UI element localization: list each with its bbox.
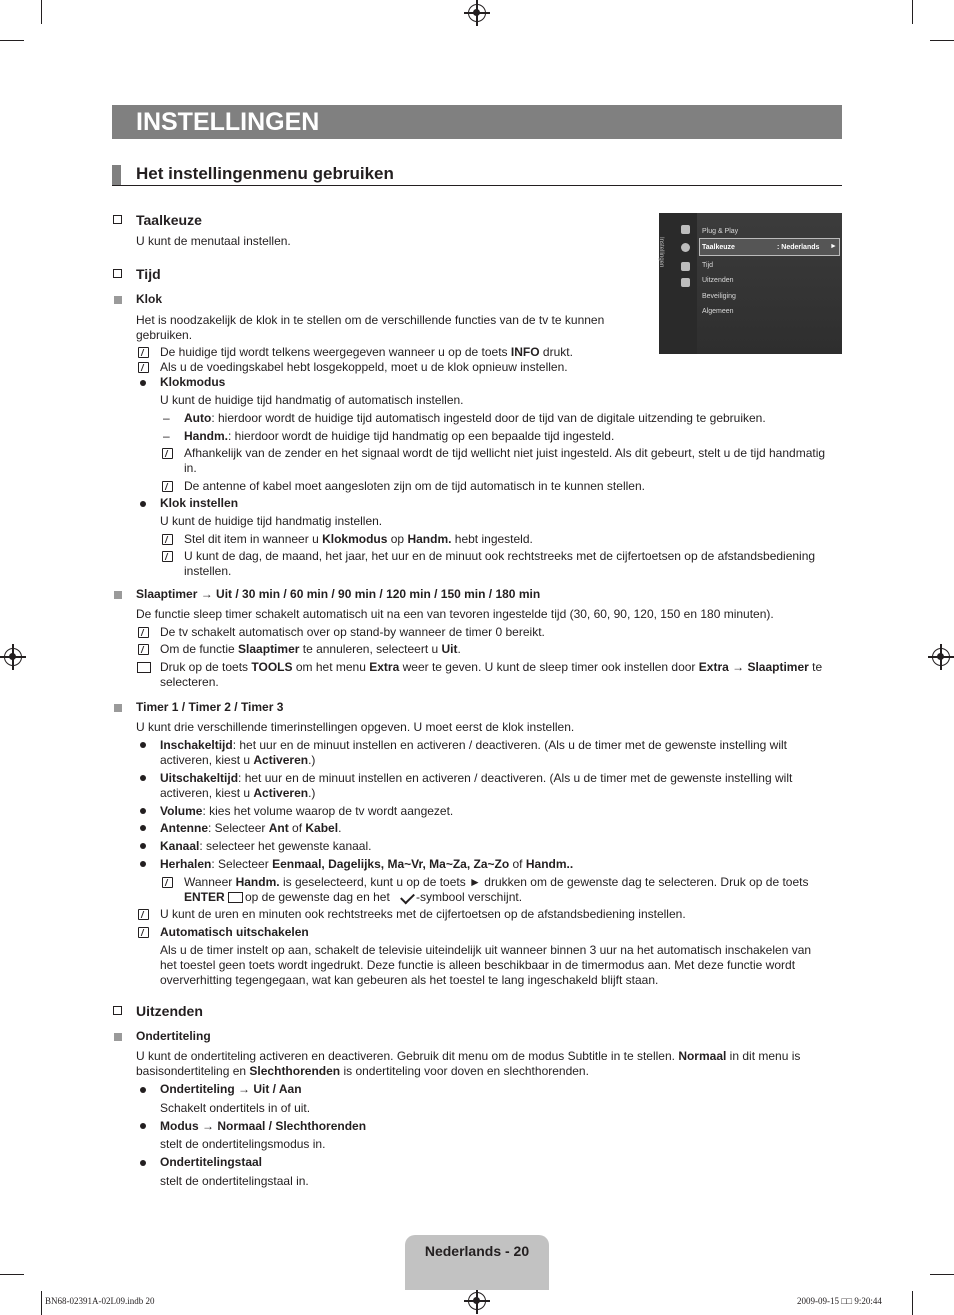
tools-icon [137, 662, 151, 673]
square-bullet-icon [114, 704, 122, 712]
text: Handm.: hierdoor wordt de huidige tijd handmatig op een bepaalde tijd ingesteld. [184, 429, 615, 443]
bullet-icon [140, 1087, 146, 1093]
crop-mark [41, 1291, 42, 1315]
registration-mark-icon [932, 648, 950, 666]
crop-mark [912, 1291, 913, 1315]
subheading-ondertiteling: Ondertiteling [136, 1029, 211, 1043]
subheading-auto-uit: Automatisch uitschakelen [160, 925, 309, 939]
picture-icon [681, 225, 690, 234]
menu-item-value: : Nederlands [777, 244, 820, 251]
check-icon [400, 890, 415, 905]
menu-item: Plug & Play [702, 228, 739, 235]
page-title: INSTELLINGEN [136, 108, 320, 136]
note-text: Afhankelijk van de zender en het signaal wordt de tijd wellicht niet juist ingesteld. Als dit gebeurt, stelt u de tijd handmatig in. [184, 446, 826, 475]
section-title: Het instellingenmenu gebruiken [136, 164, 394, 183]
note-icon [162, 448, 173, 459]
square-bullet-icon [114, 296, 122, 304]
square-bullet-icon [114, 1033, 122, 1041]
note-text: ENTER [184, 890, 225, 904]
crop-mark [930, 1274, 954, 1275]
text: Herhalen: Selecteer Eenmaal, Dagelijks, Ma~Vr, Ma~Za, Za~Zo of Handm.. [160, 857, 574, 871]
tools-text: Druk op de toets TOOLS om het menu Extra weer te geven. U kunt de sleep timer ook instellen door Extra → Slaaptimer te selecteren. [160, 660, 823, 689]
subheading: Ondertiteling → Uit / Aan [160, 1082, 302, 1096]
menu-item: Uitzenden [702, 277, 734, 284]
text: De functie sleep timer schakelt automatisch uit na een van tevoren ingestelde tijd (30, 60, 90, 120, 150 en 180 minuten). [136, 607, 774, 621]
bullet-icon [140, 1160, 146, 1166]
text: Auto: hierdoor wordt de huidige tijd automatisch ingesteld door de tijd van de digitale uitzending te gebruiken. [184, 411, 766, 425]
text: Inschakeltijd: het uur en de minuut instellen en activeren / deactiveren. (Als u de timer met de gewenste instelling wilt activeren, kiest u Activeren.) [160, 738, 787, 767]
checkbox-icon [113, 269, 122, 278]
note-icon [138, 362, 149, 373]
note-text: Om de functie Slaaptimer te annuleren, selecteert u Uit. [160, 642, 461, 656]
menu-item: Algemeen [702, 308, 734, 315]
menu-item: Taalkeuze [702, 244, 735, 251]
page-number: Nederlands - 20 [424, 1243, 530, 1259]
menu-side-label: Instellingen [658, 237, 664, 268]
dash-bullet: – [163, 411, 170, 425]
crop-mark [41, 0, 42, 24]
text: Uitschakeltijd: het uur en de minuut instellen en activeren / deactiveren. (Als u de timer met de gewenste instelling wilt activeren, kiest u Activeren.) [160, 771, 793, 800]
crop-mark [0, 40, 24, 41]
subheading-klok: Klok [136, 292, 163, 306]
section-marker [112, 165, 121, 185]
bullet-icon [140, 775, 146, 781]
text: Het is noodzakelijk de klok in te stellen om de verschillende functies van de tv te kunnen gebruiken. [136, 313, 605, 342]
text: U kunt de huidige tijd handmatig instellen. [160, 514, 383, 528]
help-icon [681, 278, 690, 287]
note-icon [138, 927, 149, 938]
note-icon [162, 877, 173, 888]
menu-sidebar [659, 213, 697, 354]
note-text: Wanneer Handm. is geselecteerd, kunt u op de toets ► drukken om de gewenste dag te selecteren. Druk op de toets [184, 875, 809, 889]
text: Schakelt ondertitels in of uit. [160, 1101, 311, 1115]
subheading-klokmodus: Klokmodus [160, 375, 226, 389]
text: Kanaal: selecteer het gewenste kanaal. [160, 839, 372, 853]
square-bullet-icon [114, 591, 122, 599]
section-divider [112, 185, 842, 186]
note-text: U kunt de uren en minuten ook rechtstreeks met de cijfertoetsen op de afstandsbediening instellen. [160, 907, 686, 921]
note-text: -symbool verschijnt. [416, 890, 523, 904]
gear-icon [681, 243, 690, 252]
note-text: U kunt de dag, de maand, het jaar, het uur en de minuut ook rechtstreeks met de cijfertoetsen op de afstandsbediening instellen. [184, 549, 816, 578]
bullet-icon [140, 808, 146, 814]
registration-mark-icon [468, 1292, 486, 1310]
file-info: BN68-02391A-02L09.indb 20 [45, 1296, 155, 1306]
crop-mark [0, 1274, 24, 1275]
text: U kunt drie verschillende timerinstellingen opgeven. U moet eerst de klok instellen. [136, 720, 575, 734]
bullet-icon [140, 742, 146, 748]
subheading: Modus → Normaal / Slechthorenden [160, 1119, 367, 1133]
dash-bullet: – [163, 429, 170, 443]
bullet-icon [140, 825, 146, 831]
subheading-timer: Timer 1 / Timer 2 / Timer 3 [136, 700, 284, 714]
subheading-klok-instellen: Klok instellen [160, 496, 239, 510]
settings-menu-screenshot [659, 213, 842, 354]
text: Volume: kies het volume waarop de tv wordt aangezet. [160, 804, 454, 818]
enter-icon [228, 892, 243, 903]
print-datetime: 2009-09-15 □□ 9:20:44 [797, 1296, 882, 1306]
input-icon [681, 262, 690, 271]
bullet-icon [140, 501, 146, 507]
heading-uitzenden: Uitzenden [136, 1003, 203, 1019]
heading-taalkeuze: Taalkeuze [136, 212, 202, 228]
text: U kunt de menutaal instellen. [136, 234, 291, 248]
note-icon [138, 644, 149, 655]
note-icon [138, 347, 149, 358]
menu-item: Tijd [702, 262, 714, 269]
subheading: Ondertitelingstaal [160, 1155, 263, 1169]
note-text: De tv schakelt automatisch over op stand-by wanneer de timer 0 bereikt. [160, 625, 545, 639]
bullet-icon [140, 861, 146, 867]
bullet-icon [140, 380, 146, 386]
checkbox-icon [113, 1006, 122, 1015]
bullet-icon [140, 1123, 146, 1129]
subheading-slaaptimer: Slaaptimer → Uit / 30 min / 60 min / 90 min / 120 min / 150 min / 180 min [136, 587, 541, 601]
bullet-icon [140, 843, 146, 849]
heading-tijd: Tijd [136, 266, 161, 282]
note-text: op de gewenste dag en het [245, 890, 390, 904]
checkbox-icon [113, 215, 122, 224]
crop-mark [912, 0, 913, 24]
menu-item: Beveiliging [702, 293, 736, 300]
note-text: De huidige tijd wordt telkens weergegeven wanneer u op de toets INFO drukt. [160, 345, 573, 359]
text: U kunt de huidige tijd handmatig of automatisch instellen. [160, 393, 464, 407]
note-icon [138, 909, 149, 920]
text: Antenne: Selecteer Ant of Kabel. [160, 821, 342, 835]
note-icon [162, 534, 173, 545]
registration-mark-icon [4, 648, 22, 666]
text: stelt de ondertitelingsmodus in. [160, 1137, 326, 1151]
text: U kunt de ondertiteling activeren en deactiveren. Gebruik dit menu om de modus Subtitle in te stellen. Normaal in dit menu is basisondertiteling en Slechthorenden is ondertiteling voor doven en slechthorenden. [136, 1049, 801, 1078]
note-text: Stel dit item in wanneer u Klokmodus op Handm. hebt ingesteld. [184, 532, 533, 546]
text: Als u de timer instelt op aan, schakelt de televisie uiteindelijk uit wanneer binnen 3 uur na het automatisch inschakelen van het toestel geen toets wordt ingedrukt. Deze functie is alleen beschikbaar in de timermodus aan. Met deze functie wordt oververhitting tegengegaan, wat kan gebeuren als het toestel te lang ingeschakeld blijft staan. [160, 943, 812, 987]
note-text: De antenne of kabel moet aangesloten zijn om de tijd automatisch in te kunnen stellen. [184, 479, 645, 493]
text: stelt de ondertitelingstaal in. [160, 1174, 309, 1188]
registration-mark-icon [468, 4, 486, 22]
note-icon [138, 627, 149, 638]
note-icon [162, 481, 173, 492]
note-icon [162, 551, 173, 562]
note-text: Als u de voedingskabel hebt losgekoppeld, moet u de klok opnieuw instellen. [160, 360, 568, 374]
arrow-right-icon: ► [830, 243, 837, 250]
crop-mark [930, 40, 954, 41]
